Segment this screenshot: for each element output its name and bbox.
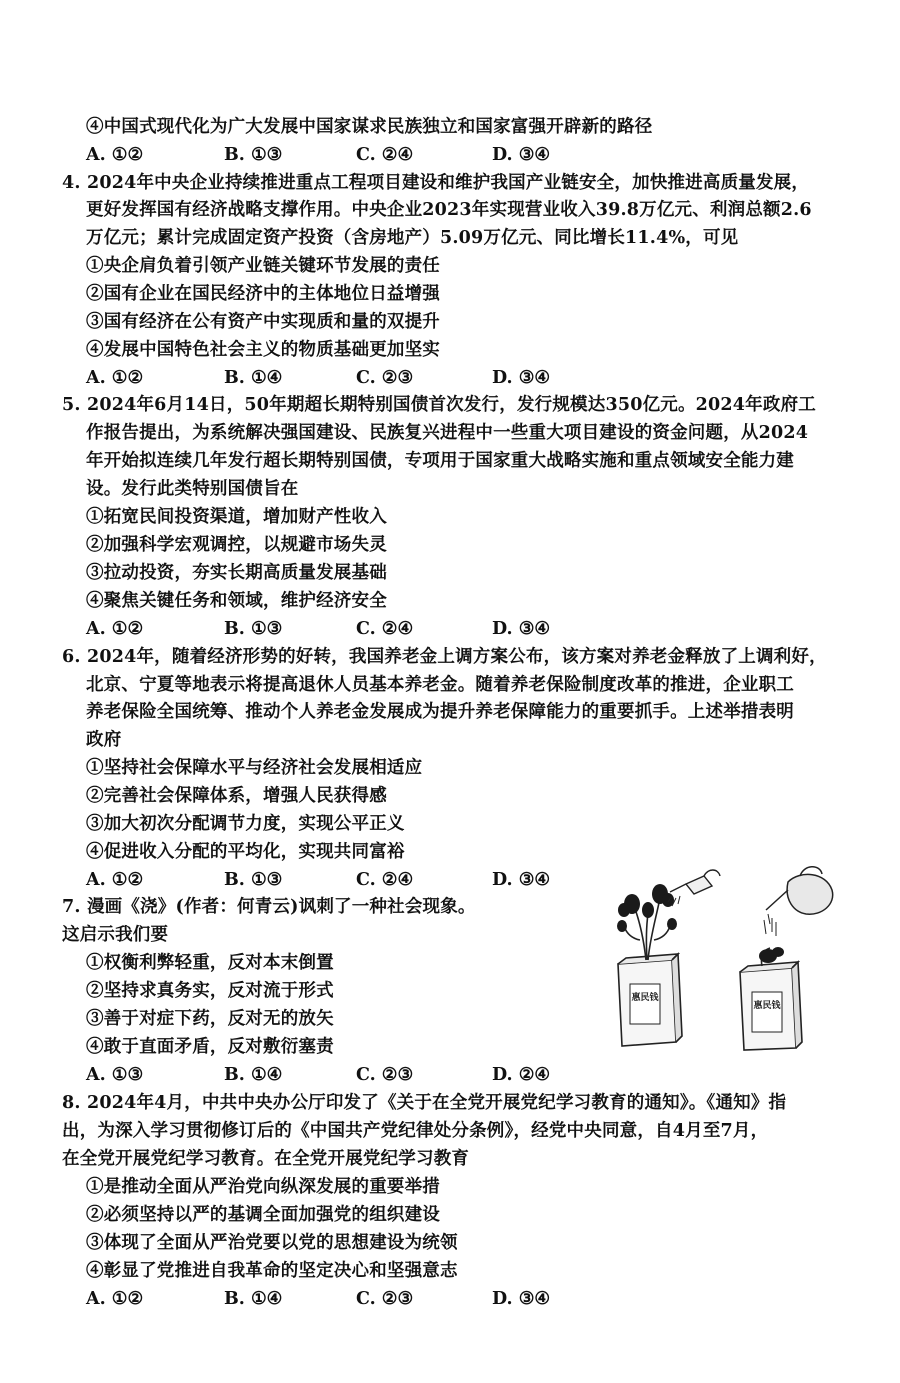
q8-statement-2: ②必须坚持以严的基调全面加强党的组织建设 [86, 1205, 440, 1225]
q7-statement-2: ②坚持求真务实，反对流于形式 [86, 981, 334, 1001]
option-a[interactable]: A. ①② [86, 870, 144, 890]
option-b[interactable]: B. ①③ [224, 619, 283, 639]
q5-statement-4: ④聚焦关键任务和领域，维护经济安全 [86, 591, 387, 611]
q5-stem-line-4: 设。发行此类特别国债旨在 [86, 479, 299, 499]
option-c[interactable]: C. ②④ [356, 619, 414, 639]
q5-stem-line-1: 5. 2024年6月14日，50年期超长期特别国债首次发行，发行规模达350亿元。2024年政府工 [62, 395, 816, 415]
q4-statement-2: ②国有企业在国民经济中的主体地位日益增强 [86, 284, 440, 304]
q6-statement-4: ④促进收入分配的平均化，实现共同富裕 [86, 842, 405, 862]
option-a[interactable]: A. ①② [86, 368, 144, 388]
q6-stem-line-3: 养老保险全国统筹、推动个人养老金发展成为提升养老保障能力的重要抓手。上述举措表明 [86, 702, 794, 722]
q5-statement-1: ①拓宽民间投资渠道，增加财产性收入 [86, 507, 387, 527]
watering-cartoon [600, 862, 840, 1052]
option-c[interactable]: C. ②③ [356, 368, 414, 388]
option-a[interactable]: A. ①② [86, 1289, 144, 1309]
q8-stem-line-3: 在全党开展党纪学习教育。在全党开展党纪学习教育 [62, 1149, 470, 1169]
q7-statement-4: ④敢于直面矛盾，反对敷衍塞责 [86, 1037, 334, 1057]
option-b[interactable]: B. ①③ [224, 145, 283, 165]
option-c[interactable]: C. ②④ [356, 145, 414, 165]
option-b[interactable]: B. ①③ [224, 870, 283, 890]
q6-statement-2: ②完善社会保障体系，增强人民获得感 [86, 786, 387, 806]
option-d[interactable]: D. ③④ [492, 619, 551, 639]
option-d[interactable]: D. ③④ [492, 368, 551, 388]
q7-stem-line-2: 这启示我们要 [62, 925, 169, 945]
option-d[interactable]: D. ③④ [492, 145, 551, 165]
q5-stem-line-3: 年开始拟连续几年发行超长期特别国债，专项用于国家重大战略实施和重点领域安全能力建 [86, 451, 794, 471]
q4-statement-1: ①央企肩负着引领产业链关键环节发展的责任 [86, 256, 440, 276]
q4-statement-3: ③国有经济在公有资产中实现质和量的双提升 [86, 312, 440, 332]
option-c[interactable]: C. ②③ [356, 1065, 414, 1085]
option-a[interactable]: A. ①③ [86, 1065, 144, 1085]
q7-stem-line-1: 7. 漫画《浇》(作者：何青云)讽刺了一种社会现象。 [62, 897, 476, 917]
right-pot-label: 惠民钱 [753, 1001, 781, 1011]
q5-stem-line-2: 作报告提出，为系统解决强国建设、民族复兴进程中一些重大项目建设的资金问题，从2024 [86, 423, 809, 443]
option-c[interactable]: C. ②④ [356, 870, 414, 890]
option-b[interactable]: B. ①④ [224, 1065, 283, 1085]
q4-statement-4: ④发展中国特色社会主义的物质基础更加坚实 [86, 340, 440, 360]
q5-statement-2: ②加强科学宏观调控，以规避市场失灵 [86, 535, 387, 555]
q3-statement-4: ④中国式现代化为广大发展中国家谋求民族独立和国家富强开辟新的路径 [86, 117, 653, 137]
q8-statement-3: ③体现了全面从严治党要以党的思想建设为统领 [86, 1233, 458, 1253]
q7-statement-3: ③善于对症下药，反对无的放矢 [86, 1009, 334, 1029]
q6-stem-line-1: 6. 2024年，随着经济形势的好转，我国养老金上调方案公布，该方案对养老金释放了上调利好， [62, 647, 827, 667]
q6-statement-3: ③加大初次分配调节力度，实现公平正义 [86, 814, 405, 834]
option-d[interactable]: D. ③④ [492, 1289, 551, 1309]
option-c[interactable]: C. ②③ [356, 1289, 414, 1309]
option-a[interactable]: A. ①② [86, 619, 144, 639]
left-pot-label: 惠民钱 [631, 993, 659, 1003]
q6-stem-line-4: 政府 [86, 730, 122, 750]
q8-stem-line-2: 出，为深入学习贯彻修订后的《中国共产党纪律处分条例》，经党中央同意，自4月至7月， [62, 1121, 769, 1141]
q6-statement-1: ①坚持社会保障水平与经济社会发展相适应 [86, 758, 423, 778]
option-d[interactable]: D. ②④ [492, 1065, 551, 1085]
q5-statement-3: ③拉动投资，夯实长期高质量发展基础 [86, 563, 387, 583]
q8-stem-line-1: 8. 2024年4月，中共中央办公厅印发了《关于在全党开展党纪学习教育的通知》。《通知》指 [62, 1093, 787, 1113]
option-d[interactable]: D. ③④ [492, 870, 551, 890]
q7-statement-1: ①权衡利弊轻重，反对本末倒置 [86, 953, 334, 973]
q8-statement-4: ④彰显了党推进自我革命的坚定决心和坚强意志 [86, 1261, 458, 1281]
q4-stem-line-3: 万亿元；累计完成固定资产投资（含房地产）5.09万亿元、同比增长11.4%，可见 [86, 228, 739, 248]
q4-stem-line-1: 4. 2024年中央企业持续推进重点工程项目建设和维护我国产业链安全，加快推进高质量发展， [62, 173, 810, 193]
option-b[interactable]: B. ①④ [224, 1289, 283, 1309]
option-b[interactable]: B. ①④ [224, 368, 283, 388]
option-a[interactable]: A. ①② [86, 145, 144, 165]
q6-stem-line-2: 北京、宁夏等地表示将提高退休人员基本养老金。随着养老保险制度改革的推进，企业职工 [86, 675, 794, 695]
q8-statement-1: ①是推动全面从严治党向纵深发展的重要举措 [86, 1177, 440, 1197]
q4-stem-line-2: 更好发挥国有经济战略支撑作用。中央企业2023年实现营业收入39.8万亿元、利润总额2.6 [86, 200, 812, 220]
